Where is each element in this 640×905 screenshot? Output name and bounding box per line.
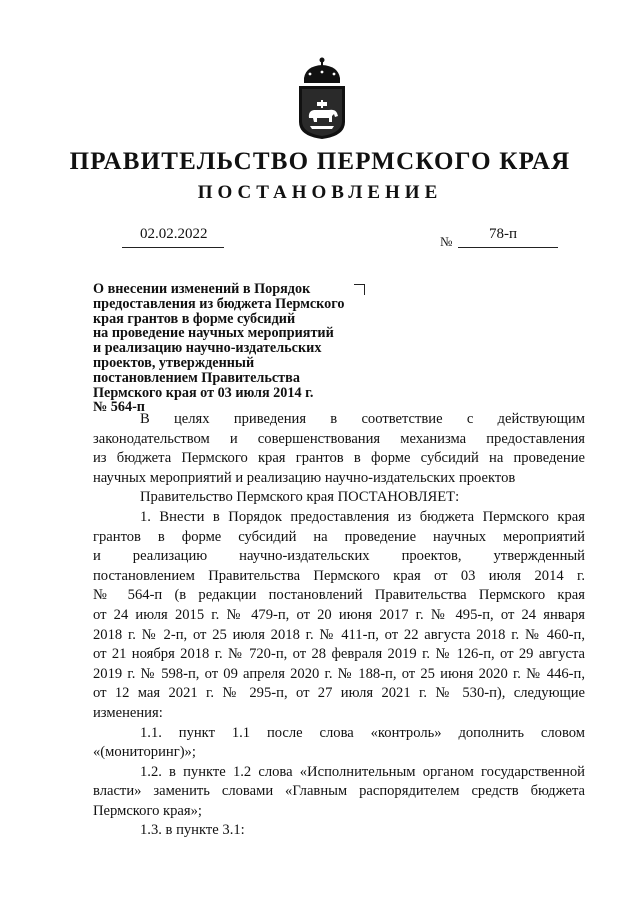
body-line: грантов в форме субсидий на проведение научных мероприятий bbox=[93, 528, 585, 545]
body-line: № 564-п (в редакции постановлений Правительства Пермского края bbox=[93, 587, 585, 604]
body-line: В целях приведения в соответствие с действующим bbox=[140, 411, 585, 427]
body-line: Правительство Пермского края ПОСТАНОВЛЯЕТ: bbox=[140, 489, 460, 506]
subject-line: проектов, утвержденный bbox=[93, 354, 255, 371]
body-line: от 21 ноября 2018 г. № 720-п, от 28 февраля 2019 г. № 126-п, от 29 августа bbox=[93, 646, 585, 663]
body-line: научных мероприятий и реализацию научно-издательских проектов bbox=[93, 469, 516, 486]
number-sign: № bbox=[440, 234, 453, 249]
body-line: «(мониторинг)»; bbox=[93, 744, 196, 761]
body-line: от 12 мая 2021 г. № 295-п, от 27 июля 2021 г. № 530-п), следующие bbox=[93, 685, 585, 702]
body-line: 2018 г. № 2-п, от 25 июля 2018 г. № 411-п, от 22 августа 2018 г. № 460-п, bbox=[93, 626, 585, 643]
coat-of-arms-icon bbox=[296, 56, 348, 140]
government-title: ПРАВИТЕЛЬСТВО ПЕРМСКОГО КРАЯ bbox=[69, 148, 571, 175]
body-line: 1.1. пункт 1.1 после слова «контроль» дополнить словом bbox=[140, 724, 585, 741]
subject-line: предоставления из бюджета Пермского bbox=[93, 295, 345, 312]
subject-line: О внесении изменений в Порядок bbox=[93, 281, 311, 297]
body-line: постановлением Правительства Пермского края от 03 июля 2014 г. bbox=[93, 567, 585, 584]
body-line: законодательством и совершенствования механизма предоставления bbox=[93, 430, 585, 447]
body-line: из бюджета Пермского края грантов в форме субсидий на проведение bbox=[93, 450, 585, 467]
body-line: от 24 июля 2015 г. № 479-п, от 20 июня 2017 г. № 495-п, от 24 января bbox=[93, 606, 585, 623]
number-underline bbox=[458, 247, 558, 248]
body-line: 1.3. в пункте 3.1: bbox=[140, 822, 245, 839]
subject-line: на проведение научных мероприятий bbox=[93, 325, 334, 342]
body-line: 1. Внести в Порядок предоставления из бюджета Пермского края bbox=[140, 508, 585, 525]
document-subject bbox=[93, 282, 373, 415]
document-body bbox=[93, 410, 585, 841]
document-date: 02.02.2022 bbox=[140, 226, 208, 242]
body-line: Пермского края»; bbox=[93, 802, 202, 819]
document-type: ПОСТАНОВЛЕНИЕ bbox=[197, 182, 443, 203]
subject-line: № 564-п bbox=[93, 399, 145, 416]
document-number: 78-п bbox=[489, 226, 518, 242]
subject-line: постановлением Правительства bbox=[93, 369, 300, 386]
body-line: 1.2. в пункте 1.2 слова «Исполнительным органом государственной bbox=[140, 763, 585, 780]
body-line: изменения: bbox=[93, 704, 163, 721]
subject-line: и реализацию научно-издательских bbox=[93, 340, 322, 357]
subject-line: края грантов в форме субсидий bbox=[93, 310, 296, 327]
body-line: и реализацию научно-издательских проектов, утвержденный bbox=[93, 548, 585, 565]
subject-line: Пермского края от 03 июля 2014 г. bbox=[93, 384, 314, 401]
body-line: 2019 г. № 598-п, от 09 апреля 2020 г. № 188-п, от 25 июня 2020 г. № 446-п, bbox=[93, 665, 585, 682]
date-underline bbox=[122, 247, 224, 248]
body-line: власти» заменить словами «Главным распорядителем средств бюджета bbox=[93, 783, 585, 800]
